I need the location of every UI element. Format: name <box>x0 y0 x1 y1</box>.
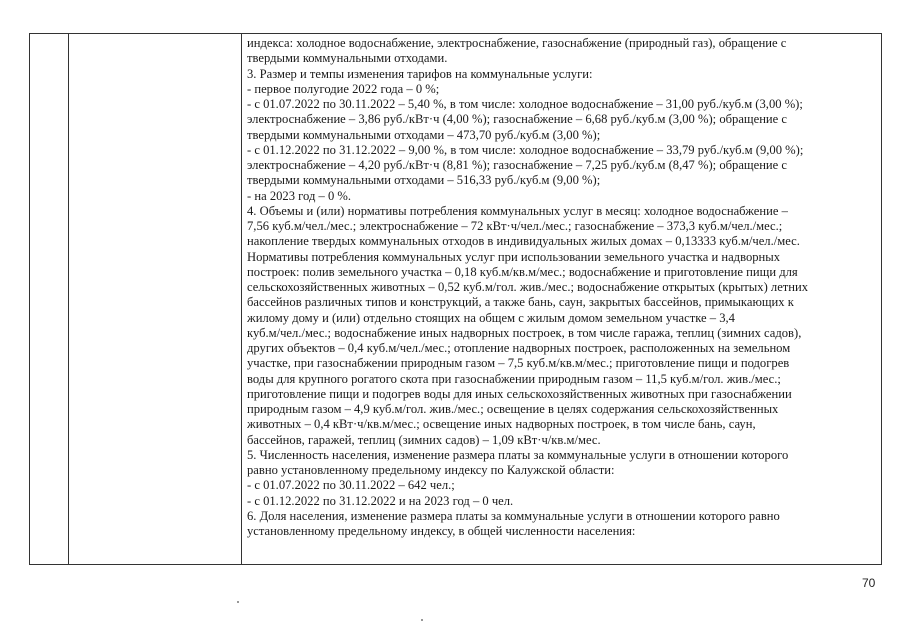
text-line: накопление твердых коммунальных отходов в индивидуальных жилых домах – 0,13333 куб.м/чел./мес. <box>247 234 800 249</box>
text-line: твердыми коммунальными отходами. <box>247 51 448 66</box>
text-line: воды для крупного рогатого скота при газоснабжении природным газом – 11,5 куб.м/гол. жив./мес.; <box>247 371 781 386</box>
text-line: установленному предельному индексу, в общей численности населения: <box>247 524 636 538</box>
text-line: других объектов – 0,4 куб.м/чел./мес.; отопление надворных построек, расположенных на земельном <box>247 341 791 355</box>
text-line: сельскохозяйственных животных – 0,52 куб.м/гол. жив./мес.; водоснабжение открытых (крытых) летних <box>247 280 809 294</box>
text-line: 7,56 куб.м/чел./мес.; электроснабжение – 72 кВт·ч/чел./мес.; газоснабжение – 373,3 куб.м/чел./мес.; <box>247 219 783 233</box>
text-line: участке, при газоснабжении природным газом – 7,5 куб.м/кв.м/мес.; приготовление пищи и подогрев <box>247 356 790 371</box>
document-table <box>29 33 882 565</box>
text-line: - с 01.12.2022 по 31.12.2022 и на 2023 год – 0 чел. <box>247 493 514 508</box>
table-column-number <box>30 34 69 564</box>
text-line: электроснабжение – 4,20 руб./кВт·ч (8,81 %); газоснабжение – 7,25 руб./куб.м (8,47 %); обращение с <box>247 158 787 172</box>
text-line: Нормативы потребления коммунальных услуг при использовании земельного участка и надворных <box>247 249 781 264</box>
text-line: твердыми коммунальными отходами – 473,70 руб./куб.м (3,00 %); <box>247 127 601 142</box>
text-line: 6. Доля населения, изменение размера платы за коммунальные услуги в отношении которого равно <box>247 508 780 523</box>
text-line: куб.м/чел./мес.; водоснабжение иных надворных построек, в том числе гаража, теплиц (зимних садов), <box>247 325 802 340</box>
text-line: животных – 0,4 кВт·ч/кв.м/мес.; освещение иных надворных построек, в том числе бань, саун, <box>247 417 756 432</box>
page-number: 70 <box>862 576 876 590</box>
text-line: приготовление пищи и подогрев воды для иных сельскохозяйственных животных при газоснабжении <box>247 386 792 401</box>
text-line: равно установленному предельному индексу по Калужской области: <box>247 463 615 477</box>
text-line: - первое полугодие 2022 года – 0 %; <box>247 81 440 96</box>
text-line: - на 2023 год – 0 %. <box>247 188 352 203</box>
text-line: - с 01.07.2022 по 30.11.2022 – 5,40 %, в том числе: холодное водоснабжение – 31,00 руб./куб.м (3,00 %); <box>247 97 803 111</box>
text-line: - с 01.07.2022 по 30.11.2022 – 642 чел.; <box>247 478 455 493</box>
text-line: 3. Размер и темпы изменения тарифов на коммунальные услуги: <box>247 66 593 81</box>
scan-speck <box>237 601 239 603</box>
text-line: 4. Объемы и (или) нормативы потребления коммунальных услуг в месяц: холодное водоснабжение – <box>247 203 788 218</box>
table-cell-content <box>247 36 877 539</box>
text-line: твердыми коммунальными отходами – 516,33 руб./куб.м (9,00 %); <box>247 173 601 188</box>
scan-speck <box>421 619 423 621</box>
text-line: бассейнов, гаражей, теплиц (зимних садов) – 1,09 кВт·ч/кв.м/мес. <box>247 432 601 447</box>
text-line: электроснабжение – 3,86 руб./кВт·ч (4,00 %); газоснабжение – 6,68 руб./куб.м (3,00 %); обращение с <box>247 112 787 127</box>
text-line: - с 01.12.2022 по 31.12.2022 – 9,00 %, в том числе: холодное водоснабжение – 33,79 руб./куб.м (9,00 %); <box>247 142 804 157</box>
text-line: индекса: холодное водоснабжение, электроснабжение, газоснабжение (природный газ), обращение с <box>247 36 787 50</box>
text-line: построек: полив земельного участка – 0,18 куб.м/кв.м/мес.; водоснабжение и приготовление пищи для <box>247 264 798 279</box>
text-line: жилому дому и (или) отдельно стоящих на общем с жилым домом земельном участке – 3,4 <box>247 310 735 325</box>
table-column-name <box>68 34 242 564</box>
text-line: 5. Численность населения, изменение размера платы за коммунальные услуги в отношении которого <box>247 447 789 462</box>
text-line: бассейнов различных типов и конструкций, а также бань, саун, закрытых бассейнов, примыкающих к <box>247 295 794 310</box>
text-line: природным газом – 4,9 куб.м/гол. жив./мес.; освещение в целях содержания сельскохозяйственных <box>247 402 779 416</box>
